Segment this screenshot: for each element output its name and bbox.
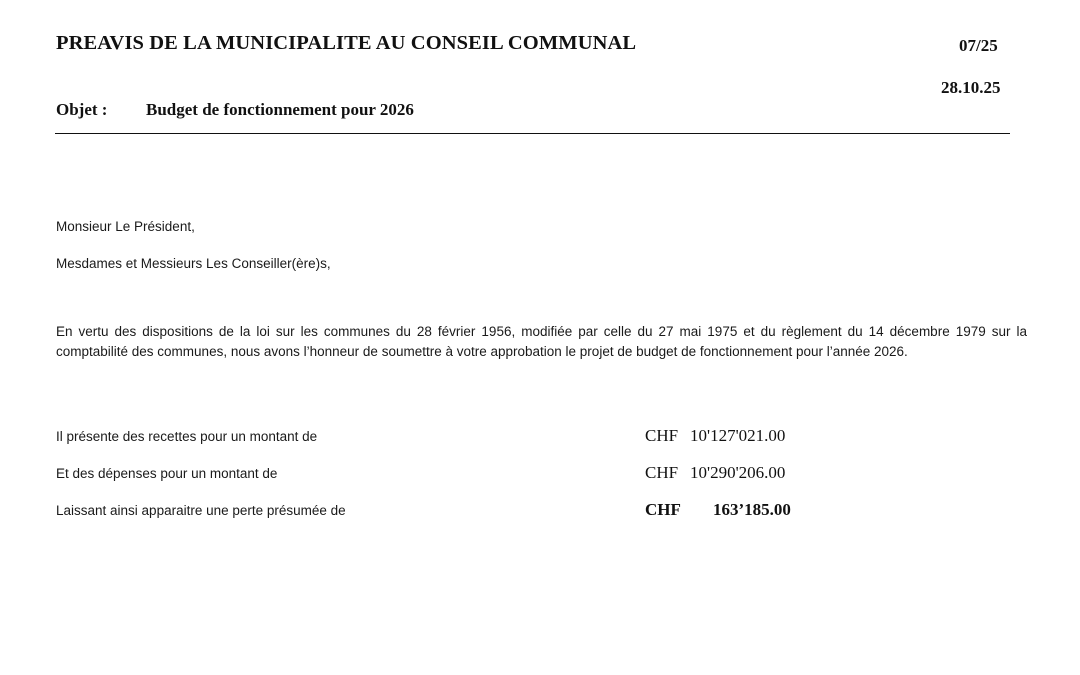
preavis-number: 07/25	[959, 36, 998, 55]
loss-amount: 163’185.00	[713, 500, 791, 519]
salutation-president: Monsieur Le Président,	[56, 219, 195, 234]
expenses-label: Et des dépenses pour un montant de	[56, 466, 278, 481]
expenses-currency: CHF	[645, 463, 679, 482]
loss-label: Laissant ainsi apparaitre une perte présumée de	[56, 503, 346, 518]
revenue-amount: 10'127'021.00	[690, 426, 786, 445]
header-divider	[55, 133, 1010, 134]
expenses-amount: 10'290'206.00	[690, 463, 786, 482]
document-date: 28.10.25	[941, 78, 1001, 97]
salutation-councillors: Mesdames et Messieurs Les Conseiller(ère)s,	[56, 256, 331, 271]
subject-text: Budget de fonctionnement pour 2026	[146, 100, 414, 119]
subject-label: Objet :	[56, 100, 108, 119]
revenue-label: Il présente des recettes pour un montant de	[56, 429, 318, 444]
body-paragraph: En vertu des dispositions de la loi sur les communes du 28 février 1956, modifiée par celle du 27 mai 1975 et du règlement du 14 décembre 1979 sur la comptabilité des communes, nous avons l’honneur de soumettre à votre approbation le projet de budget de fonctionnement pour l’année 2026.	[56, 324, 1027, 359]
document-title: PREAVIS DE LA MUNICIPALITE AU CONSEIL COMMUNAL	[56, 32, 637, 54]
revenue-currency: CHF	[645, 426, 679, 445]
loss-currency: CHF	[645, 500, 681, 519]
